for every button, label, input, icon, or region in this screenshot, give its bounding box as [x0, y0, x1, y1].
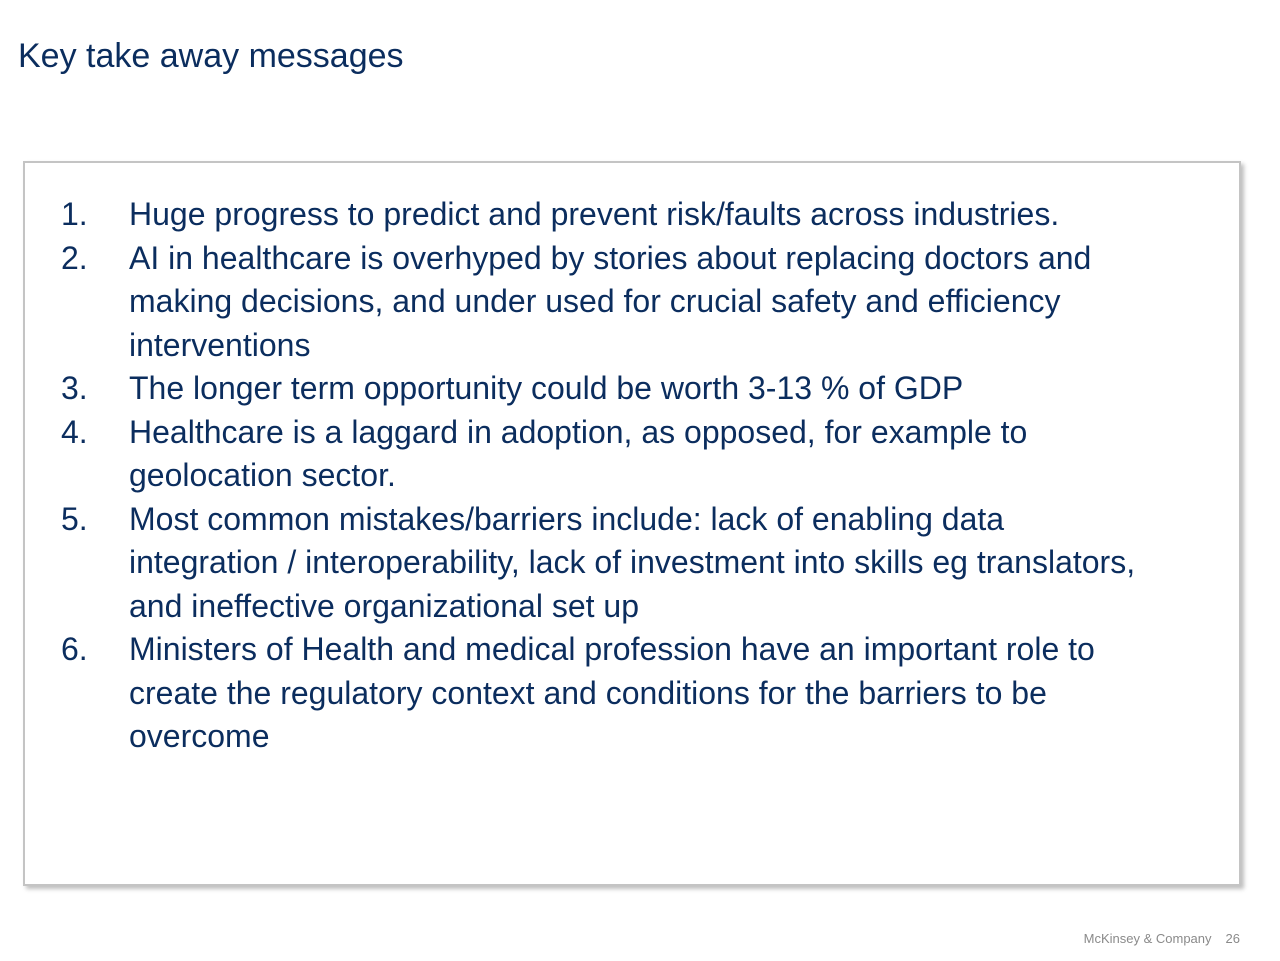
message-item-6 [61, 628, 1141, 759]
message-text: Ministers of Health and medical profession have an important role to create the regulatory context and conditions for the barriers to be overcome [129, 631, 1095, 754]
message-text: AI in healthcare is overhyped by stories about replacing doctors and making decisions, and under used for crucial safety and efficiency interventions [129, 239, 1092, 363]
company-name: McKinsey & Company [1083, 931, 1212, 946]
message-number: 6. [61, 631, 88, 667]
message-number: 3. [61, 370, 88, 406]
page-number: 26 [1225, 931, 1240, 946]
slide-footer [1084, 931, 1240, 947]
message-number: 2. [61, 239, 88, 276]
message-number: 1. [61, 196, 88, 232]
message-item-1 [61, 193, 1141, 237]
message-item-5 [61, 498, 1141, 629]
message-item-2 [61, 237, 1141, 368]
key-messages-box [23, 161, 1241, 886]
message-number: 4. [61, 413, 88, 450]
message-text: Most common mistakes/barriers include: lack of enabling data integration / interoperability, lack of investment into skills eg translators, and ineffective organizational set up [129, 500, 1136, 624]
message-text: The longer term opportunity could be worth 3-13 % of GDP [129, 370, 964, 406]
message-item-4 [61, 411, 1141, 498]
slide-title: Key take away messages [18, 37, 404, 75]
message-text: Healthcare is a laggard in adoption, as opposed, for example to geolocation sector. [129, 413, 1028, 493]
message-number: 5. [61, 500, 88, 537]
message-item-3 [61, 367, 1141, 411]
key-messages-list [61, 193, 1141, 759]
message-text: Huge progress to predict and prevent risk/faults across industries. [129, 196, 1060, 232]
